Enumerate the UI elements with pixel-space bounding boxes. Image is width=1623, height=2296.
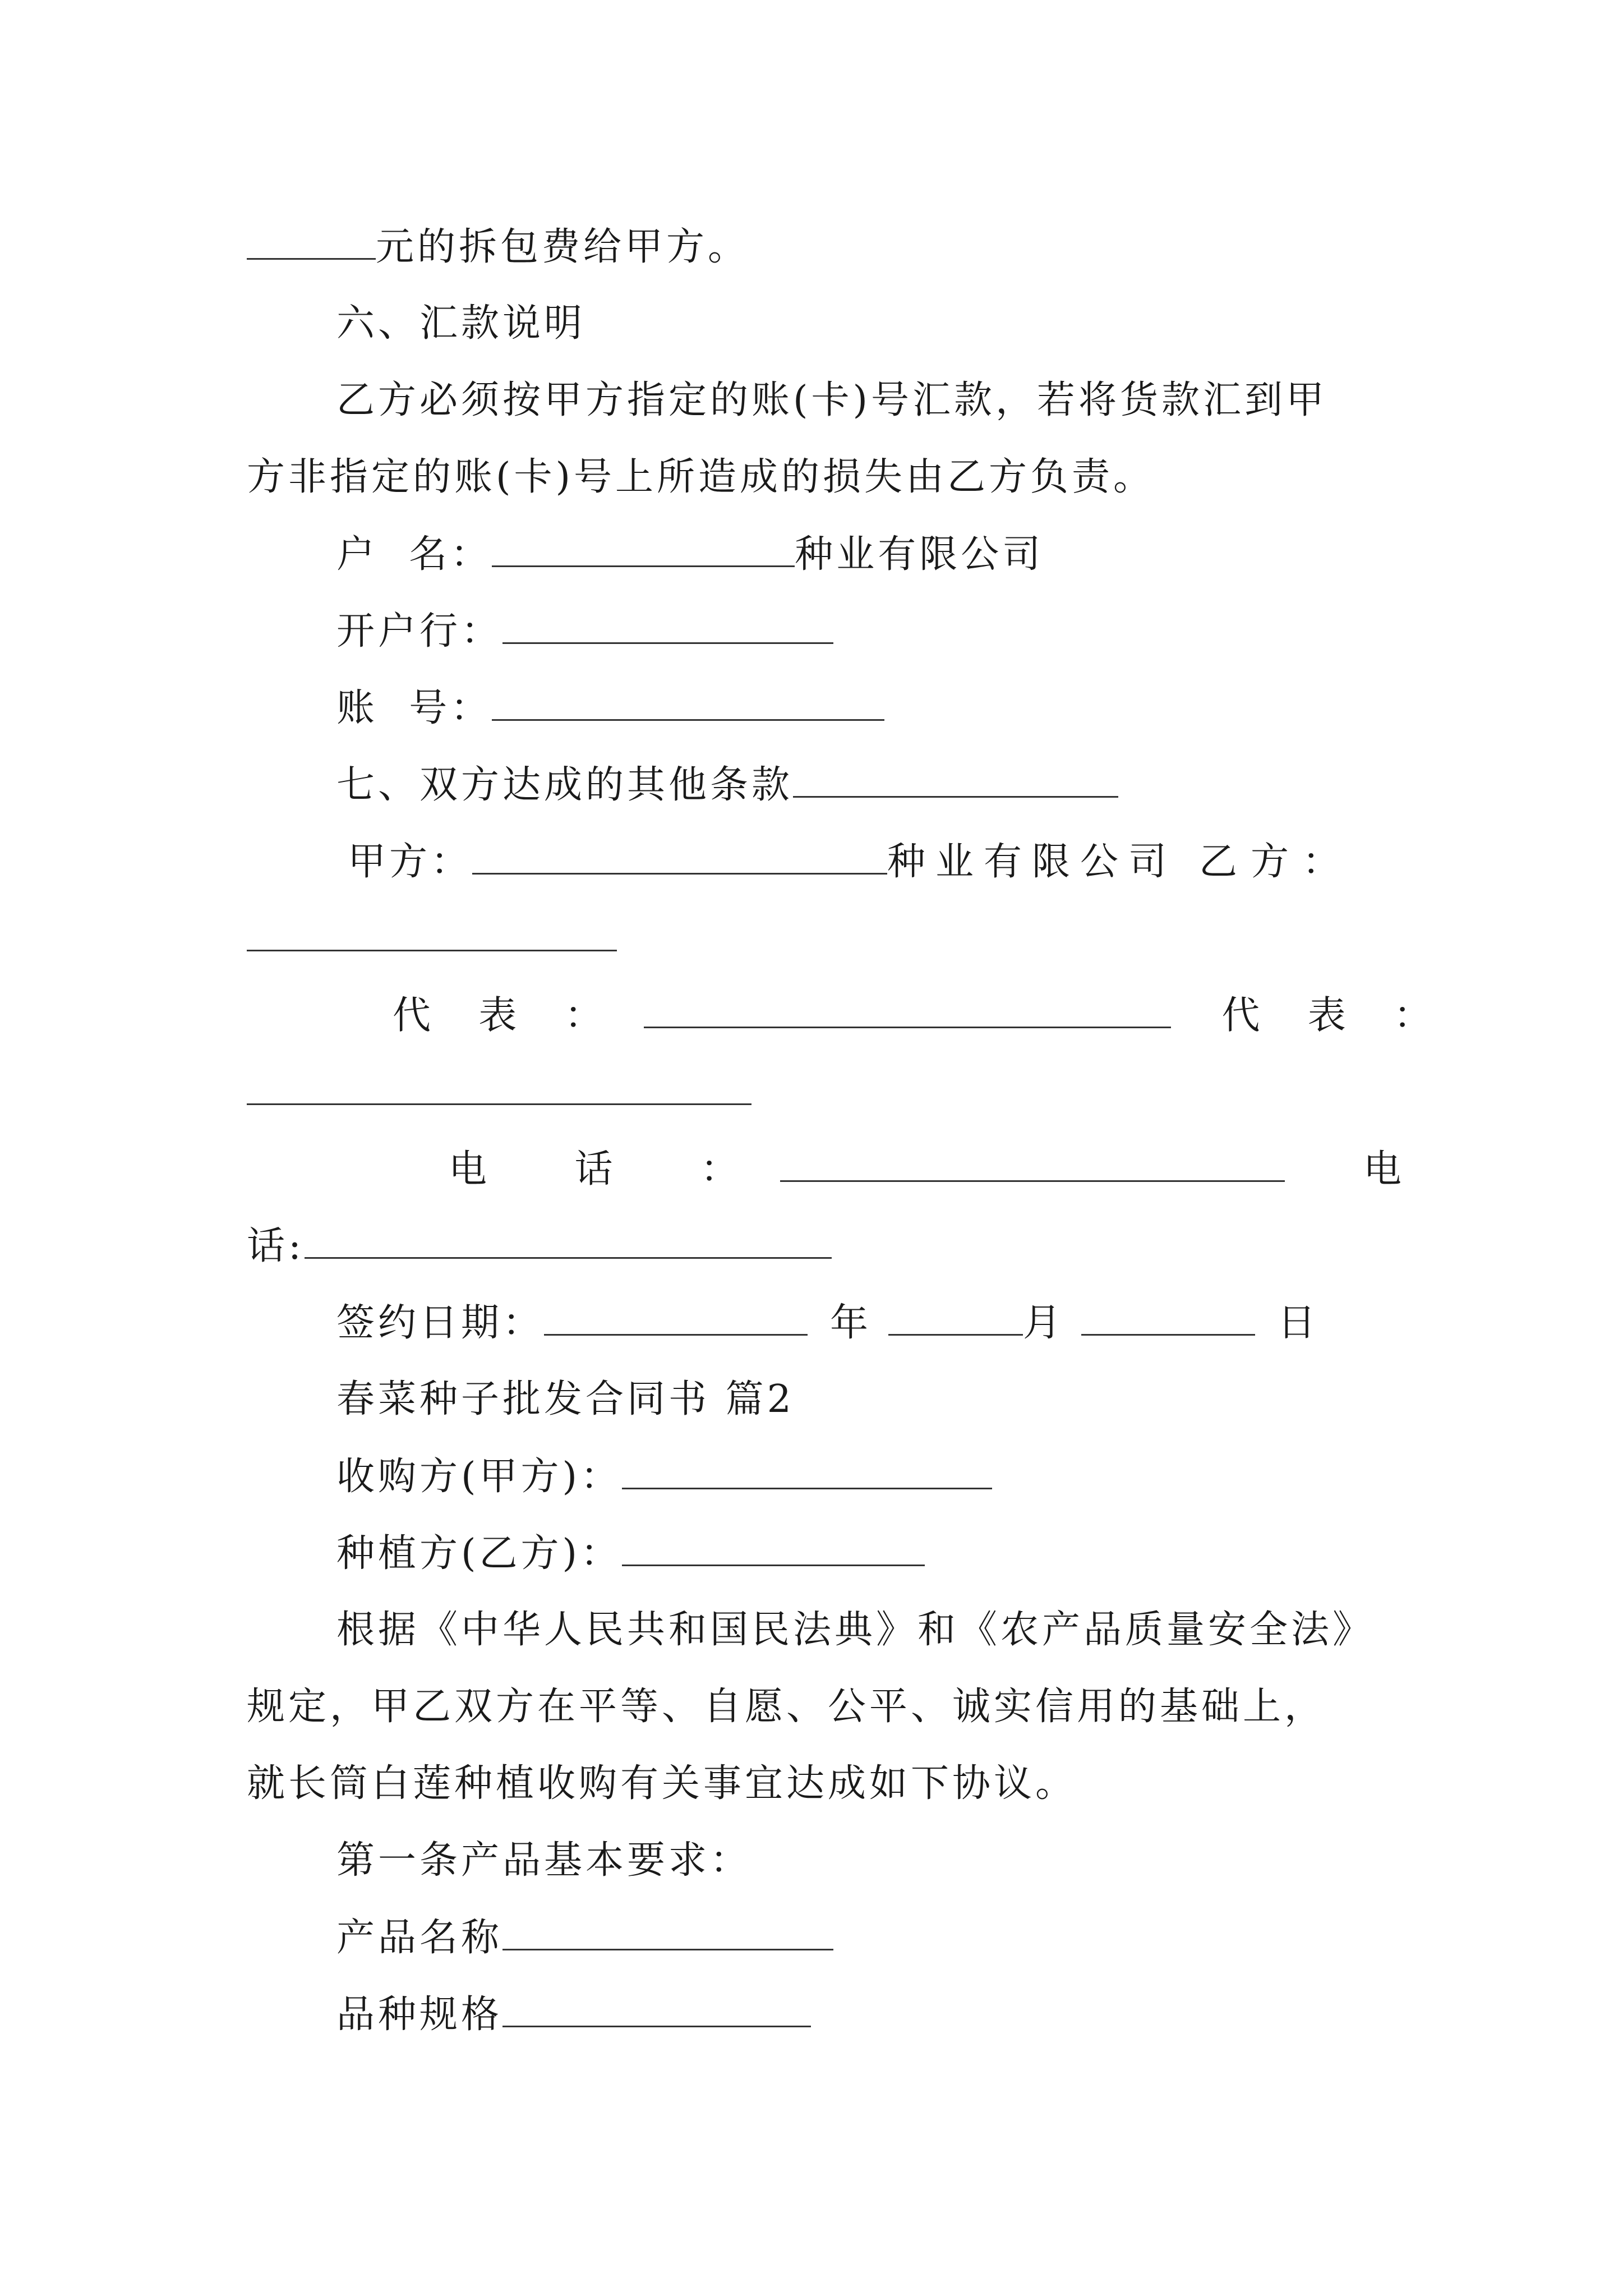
paragraph-line [247, 1679, 1326, 1735]
grower-blank [622, 1525, 925, 1566]
day-label: 日 [1278, 1301, 1320, 1345]
phone-row [449, 1141, 1405, 1197]
party-a-blank [472, 834, 887, 875]
phone-a-blank [780, 1141, 1285, 1182]
other-terms-blank [793, 757, 1118, 798]
variety-spec-row [336, 1986, 811, 2042]
month-label: 月 [1023, 1301, 1065, 1345]
paragraph-line [247, 449, 1155, 505]
phone-b-blank [305, 1218, 832, 1259]
rep-a-label: 代 表 ： [393, 993, 611, 1038]
account-number-label: 账 号： [336, 686, 492, 730]
phone-b-label-start: 电 [1363, 1147, 1405, 1191]
paragraph-line [336, 372, 1327, 429]
section-six-title: 六、汇款说明 [336, 301, 586, 346]
account-name-row [336, 526, 1044, 582]
section-seven-title: 七、双方达成的其他条款 [336, 763, 794, 807]
account-name-suffix: 种业有限公司 [795, 532, 1044, 577]
phone-b-row [247, 1218, 832, 1274]
variety-spec-label: 品种规格 [336, 1993, 503, 2037]
blank-fee [247, 219, 376, 260]
month-blank [888, 1295, 1023, 1336]
party-row [348, 834, 1354, 890]
rep-a-blank [644, 987, 1171, 1028]
bank-label: 开户行： [336, 609, 503, 654]
party-b-label: 乙方： [1199, 840, 1354, 884]
paragraph-line [336, 1602, 1374, 1658]
article-one-title: 第一条产品基本要求： [336, 1838, 752, 1883]
sign-date-label: 签约日期： [336, 1301, 545, 1345]
basis-text-3: 就长筒白莲种植收购有关事宜达成如下协议。 [247, 1761, 1077, 1806]
fee-text: 元的拆包费给甲方。 [376, 225, 750, 269]
account-number-row [336, 680, 884, 736]
buyer-label: 收购方(甲方)： [336, 1455, 623, 1499]
line-fee [247, 219, 749, 275]
contract-two-heading [336, 1372, 795, 1428]
rep-b-label: 代 表 ： [1221, 993, 1440, 1038]
remit-text-1: 乙方必须按甲方指定的账(卡)号汇款，若将货款汇到甲 [336, 378, 1328, 422]
product-name-blank [502, 1910, 833, 1950]
phone-b-label-end: 话: [247, 1224, 305, 1268]
representative-row [393, 987, 1440, 1043]
account-name-blank [492, 526, 795, 567]
section-six-heading [336, 296, 585, 352]
sign-date-row [336, 1295, 1319, 1351]
remit-text-2: 方非指定的账(卡)号上所造成的损失由乙方负责。 [247, 455, 1155, 499]
phone-a-label: 电 话 ： [449, 1147, 746, 1191]
buyer-blank [622, 1448, 992, 1489]
account-name-label: 户 名： [336, 532, 492, 577]
grower-row [336, 1525, 925, 1581]
party-a-label: 甲方： [348, 840, 473, 884]
party-b-blank-row [247, 910, 617, 967]
account-number-blank [492, 680, 884, 721]
day-blank [1081, 1295, 1255, 1336]
rep-b-blank-row [247, 1064, 751, 1120]
article-one-heading [336, 1833, 751, 1889]
product-name-row [336, 1910, 833, 1966]
basis-text-1: 根据《中华人民共和国民法典》和《农产品质量安全法》 [336, 1608, 1375, 1652]
basis-text-2: 规定，甲乙双方在平等、自愿、公平、诚实信用的基础上， [247, 1685, 1326, 1729]
year-label: 年 [830, 1301, 872, 1345]
bank-row [336, 603, 833, 659]
buyer-row [336, 1448, 992, 1504]
section-seven-heading [336, 757, 1118, 813]
party-a-suffix: 种业有限公司 [887, 840, 1177, 884]
rep-b-blank [247, 1064, 751, 1105]
product-name-label: 产品名称 [336, 1916, 503, 1960]
paragraph-line [247, 1756, 1077, 1812]
variety-spec-blank [502, 1986, 811, 2027]
grower-label: 种植方(乙方)： [336, 1531, 623, 1576]
year-blank [544, 1295, 808, 1336]
contract-two-title: 春菜种子批发合同书 篇2 [336, 1377, 795, 1421]
party-b-blank [247, 910, 617, 951]
bank-blank [502, 603, 833, 644]
